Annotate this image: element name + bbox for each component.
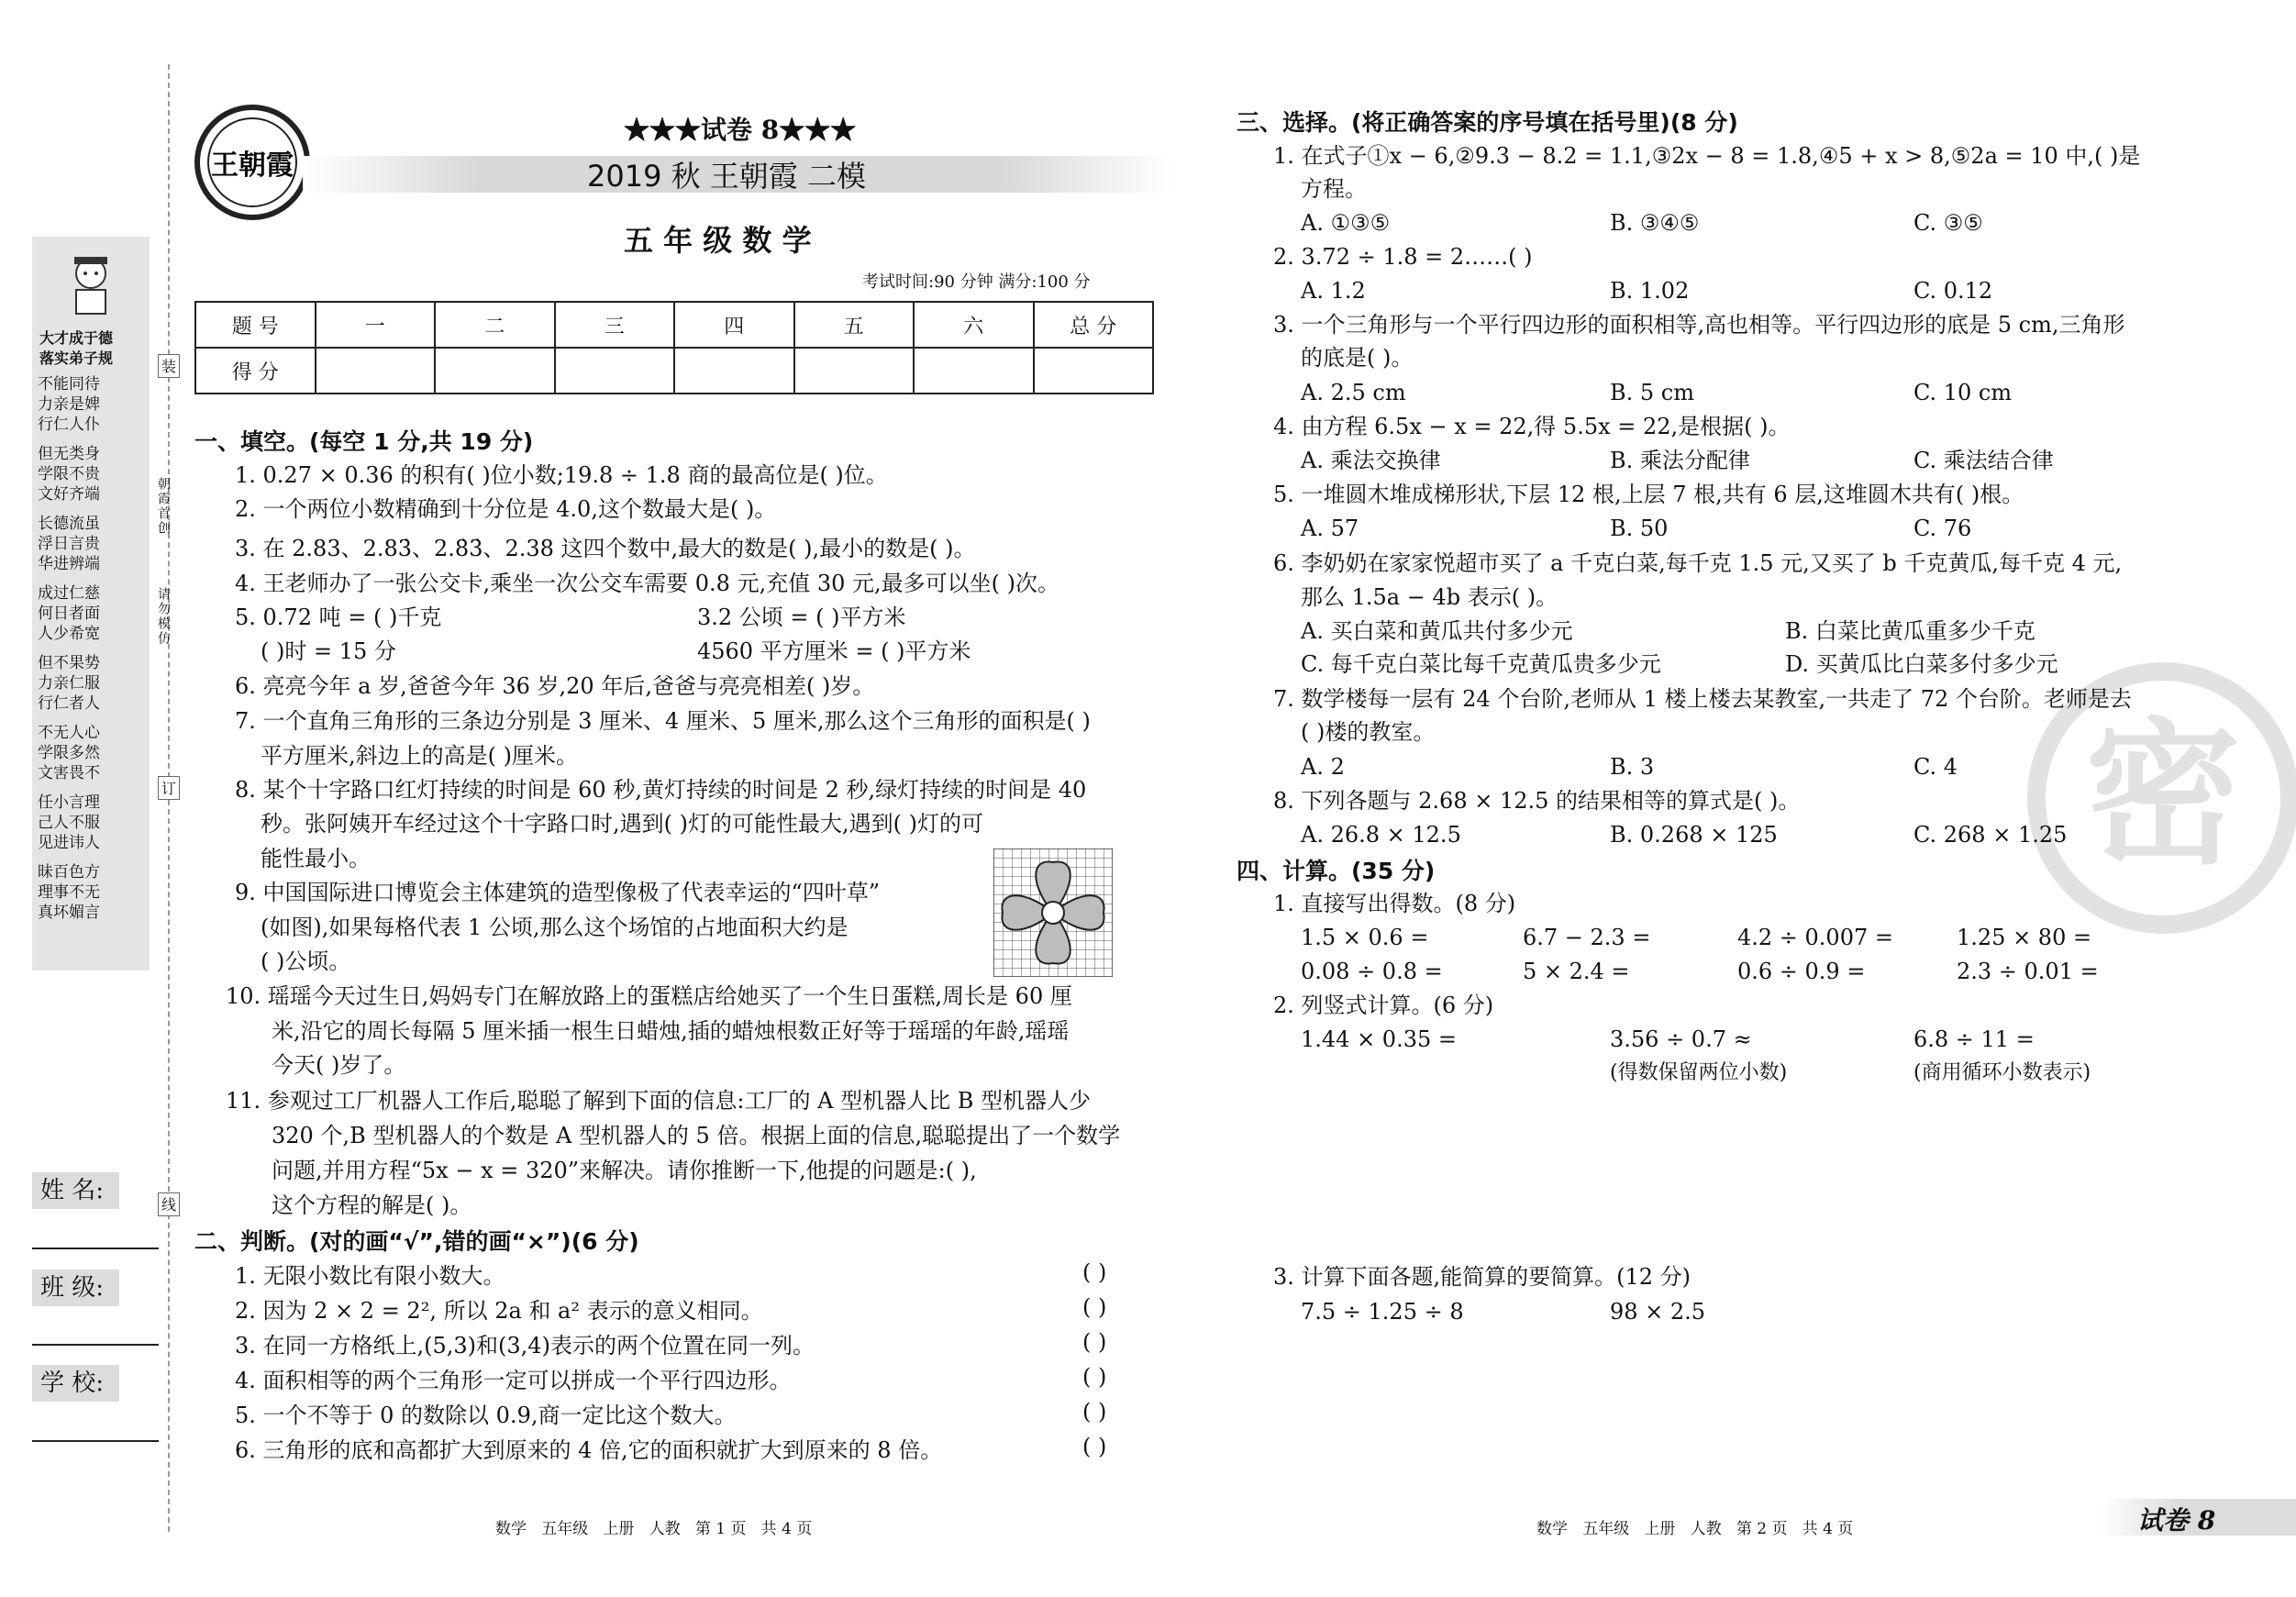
score-input[interactable] [674,348,794,394]
judge-item: 3. 在同一方格纸上,(5,3)和(3,4)表示的两个位置在同一列。 [235,1333,815,1359]
judge-answer-paren[interactable]: ( ) [1082,1259,1107,1285]
vertical-calc-item: 1.44 × 0.35 = [1301,1026,1457,1052]
four-leaf-clover-figure [993,848,1113,977]
s1-line: 2. 一个两位小数精确到十分位是 4.0,这个数最大是( )。 [235,496,777,522]
exam-title: 2019 秋 王朝霞 二模 [587,159,866,194]
judge-item: 6. 三角形的底和高都扩大到原来的 4 倍,它的面积就扩大到原来的 8 倍。 [235,1437,943,1463]
s1-line: 6. 亮亮今年 a 岁,爸爸今年 36 岁,20 年后,爸爸与亮亮相差( )岁。 [235,673,875,699]
s1-line: 4. 王老师办了一张公交卡,乘坐一次公交车需要 0.8 元,充值 30 元,最多可以坐( )次。 [235,571,1059,596]
score-cell: 六 [914,302,1034,348]
q6-option-b[interactable]: B. 白菜比黄瓜重多少千克 [1785,618,2035,644]
sidebar-verse: 但不果势 力亲仁服 行仁者人 [38,654,100,713]
q8-option-b[interactable]: B. 0.268 × 125 [1610,822,1778,848]
calc-item: 4.2 ÷ 0.007 = [1737,925,1893,950]
p2-title: 2. 列竖式计算。(6 分) [1273,993,1494,1018]
q7-option-b[interactable]: B. 3 [1610,754,1655,780]
q6-line2: 那么 1.5a − 4b 表示( )。 [1301,584,1558,610]
s1-line: 秒。张阿姨开车经过这个十字路口时,遇到( )灯的可能性最大,遇到( )灯的可 [261,811,983,837]
s1-line: 今天( )岁了。 [272,1052,406,1078]
s1-line: 10. 瑶瑶今天过生日,妈妈专门在解放路上的蛋糕店给她买了一个生日蛋糕,周长是 60 厘 [226,983,1072,1009]
name-input-line[interactable] [32,1248,159,1249]
footer-right: 数学 五年级 上册 人教 第 2 页 共 4 页 [1536,1520,1854,1538]
s1-line: 320 个,B 型机器人的个数是 A 型机器人的 5 倍。根据上面的信息,聪聪提出了一个数学 [272,1123,1121,1148]
s1-line: 9. 中国国际进口博览会主体建筑的造型像极了代表幸运的“四叶草” [235,880,881,905]
sidebar-slogan-1: 大才成于德 [39,329,114,347]
score-cell: 五 [794,302,915,348]
q5-option-a[interactable]: A. 57 [1301,516,1359,541]
q4-option-b[interactable]: B. 乘法分配律 [1610,448,1750,473]
sidebar-slogan-2: 落实弟子规 [39,349,114,367]
section1-title: 一、填空。(每空 1 分,共 19 分) [194,428,534,455]
s1-line: 3. 在 2.83、2.83̇、2.8̇3̇、2.38 这四个数中,最大的数是( ),最小的数是( )。 [235,536,976,561]
q4-option-c[interactable]: C. 乘法结合律 [1913,448,2054,473]
s1-line: 8. 某个十字路口红灯持续的时间是 60 秒,黄灯持续的时间是 2 秒,绿灯持续的时间是 40 [235,777,1087,803]
sidebar-panel [32,237,150,970]
p3-title: 3. 计算下面各题,能简算的要简算。(12 分) [1273,1264,1691,1290]
vertical-calc-item: 3.56 ÷ 0.7 ≈ [1610,1026,1752,1052]
q2-option-a[interactable]: A. 1.2 [1301,278,1366,304]
score-table-score-row [195,348,1153,394]
s1-line: 能性最小。 [261,846,371,871]
q6-option-a[interactable]: A. 买白菜和黄瓜共付多少元 [1301,618,1573,644]
q5-line: 5. 一堆圆木堆成梯形状,下层 12 根,上层 7 根,共有 6 层,这堆圆木共有( )根。 [1273,482,2024,507]
sidebar-verse: 任小言理 己人不服 见进讳人 [38,793,100,852]
score-table [194,301,1154,394]
judge-answer-paren[interactable]: ( ) [1082,1329,1107,1355]
calc-item: 1.25 × 80 = [1957,925,2092,950]
q6-option-c[interactable]: C. 每千克白菜比每千克黄瓜贵多少元 [1301,651,1661,677]
calc-item: 0.08 ÷ 0.8 = [1301,959,1443,984]
score-input[interactable] [1034,348,1154,394]
q2-line: 2. 3.72 ÷ 1.8 = 2……( ) [1273,244,1533,270]
q1-option-c[interactable]: C. ③⑤ [1913,210,1983,236]
sidebar-mascot-icon [63,253,118,317]
section2-title: 二、判断。(对的画“√”,错的画“×”)(6 分) [194,1228,639,1255]
score-cell: 三 [555,302,675,348]
q1-option-a[interactable]: A. ①③⑤ [1301,210,1391,236]
school-label: 学 校: [40,1370,105,1397]
simplify-item: 7.5 ÷ 1.25 ÷ 8 [1301,1299,1464,1325]
s1-line: 3.2 公顷 = ( )平方米 [697,604,906,630]
s1-line: 4560 平方厘米 = ( )平方米 [697,638,971,664]
calc-item: 6.7 − 2.3 = [1523,925,1651,950]
vertical-calc-note: (商用循环小数表示) [1913,1061,2091,1084]
score-row-label: 得 分 [195,348,316,394]
calc-item: 2.3 ÷ 0.01 = [1957,959,2099,984]
q1-option-b[interactable]: B. ③④⑤ [1610,210,1700,236]
score-input[interactable] [316,348,436,394]
name-label: 姓 名: [40,1177,105,1204]
score-input[interactable] [555,348,675,394]
q8-option-c[interactable]: C. 268 × 1.25 [1913,822,2068,848]
binding-mark-3: 线 [158,1192,180,1216]
q1-line1: 1. 在式子①x − 6,②9.3 − 8.2 = 1.1,③2x − 8 = 1.8,④5 + x > 8,⑤2a = 10 中,( )是 [1273,143,2141,169]
q3-option-c[interactable]: C. 10 cm [1913,380,2013,405]
q2-option-c[interactable]: C. 0.12 [1913,278,1993,304]
s1-line: 11. 参观过工厂机器人工作后,聪聪了解到下面的信息:工厂的 A 型机器人比 B 型机器人少 [226,1088,1091,1114]
logo [193,103,312,222]
paper-badge: ★★★试卷 8★★★ [624,115,857,145]
s1-line: ( )公顷。 [261,948,351,974]
score-cell: 题 号 [195,302,316,348]
q2-option-b[interactable]: B. 1.02 [1610,278,1690,304]
q5-option-c[interactable]: C. 76 [1913,516,1972,541]
footer-badge: 试卷 8 [2137,1505,2216,1536]
q7-option-a[interactable]: A. 2 [1301,754,1345,780]
q3-option-a[interactable]: A. 2.5 cm [1301,380,1406,405]
judge-answer-paren[interactable]: ( ) [1082,1364,1107,1390]
watermark-text: 密 [2084,704,2242,886]
q5-option-b[interactable]: B. 50 [1610,516,1669,541]
sidebar-verse: 不能同待 力亲是婢 行仁人仆 [38,375,100,434]
judge-item: 5. 一个不等于 0 的数除以 0.9,商一定比这个数大。 [235,1403,737,1428]
vertical-calc-note: (得数保留两位小数) [1610,1061,1788,1084]
s1-line: 7. 一个直角三角形的三条边分别是 3 厘米、4 厘米、5 厘米,那么这个三角形的面积是( ) [235,708,1091,734]
q7-option-c[interactable]: C. 4 [1913,754,1958,780]
q4-line: 4. 由方程 6.5x − x = 22,得 5.5x = 22,是根据( )。 [1273,414,1791,439]
score-input[interactable] [914,348,1034,394]
s1-line: 这个方程的解是( )。 [272,1192,472,1218]
s1-line: 米,沿它的周长每隔 5 厘米插一根生日蜡烛,插的蜡烛根数正好等于瑶瑶的年龄,瑶瑶 [272,1018,1070,1044]
s1-line: 1. 0.27 × 0.36 的积有( )位小数;19.8 ÷ 1.8 商的最高位是( )位。 [235,462,888,488]
q7-line1: 7. 数学楼每一层有 24 个台阶,老师从 1 楼上楼去某教室,一共走了 72 个台阶。老师是去 [1273,686,2132,712]
score-cell: 总 分 [1034,302,1154,348]
sidebar-verse: 成过仁慈 何日者面 人少希宽 [38,584,100,643]
s1-line: ( )时 = 15 分 [261,638,396,664]
judge-item: 2. 因为 2 × 2 = 2², 所以 2a 和 a² 表示的意义相同。 [235,1298,763,1324]
s1-line: 5. 0.72 吨 = ( )千克 [235,604,442,630]
q3-option-b[interactable]: B. 5 cm [1610,380,1694,405]
q7-line2: ( )楼的教室。 [1301,719,1436,745]
judge-answer-paren[interactable]: ( ) [1082,1399,1107,1425]
sidebar-verse: 不无人心 学限多然 文害畏不 [38,724,100,782]
margin-note-1: 朝霞首创 [156,477,171,536]
calc-item: 1.5 × 0.6 = [1301,925,1429,950]
sidebar-verse: 但无类身 学限不贵 文好齐端 [38,445,100,504]
class-label: 班 级: [40,1274,105,1302]
judge-answer-paren[interactable]: ( ) [1082,1434,1107,1459]
score-input[interactable] [794,348,915,394]
sidebar-verse: 长德流虽 浮日言贵 华进辨端 [38,515,100,573]
simplify-item: 98 × 2.5 [1610,1299,1706,1325]
class-input-line[interactable] [32,1344,159,1346]
score-cell: 四 [674,302,794,348]
logo-text: 王朝霞 [211,150,294,182]
s1-line: 问题,并用方程“5x − x = 320”来解决。请你推断一下,他提的问题是:( ), [272,1158,977,1183]
score-table-header-row [195,302,1153,348]
binding-mark-2: 订 [158,776,180,800]
p1-title: 1. 直接写出得数。(8 分) [1273,891,1516,916]
section4-title: 四、计算。(35 分) [1237,858,1436,884]
sidebar-verse: 昧百色方 理事不无 真坏媚言 [38,863,100,922]
subject-title: 五 年 级 数 学 [624,223,812,258]
calc-item: 5 × 2.4 = [1523,959,1630,984]
score-cell: 二 [435,302,555,348]
exam-info: 考试时间:90 分钟 满分:100 分 [862,272,1091,292]
judge-item: 4. 面积相等的两个三角形一定可以拼成一个平行四边形。 [235,1368,792,1393]
school-input-line[interactable] [32,1440,159,1442]
q8-line: 8. 下列各题与 2.68 × 12.5 的结果相等的算式是( )。 [1273,788,1801,814]
q4-option-a[interactable]: A. 乘法交换律 [1301,448,1441,473]
q3-line2: 的底是( )。 [1301,345,1414,371]
judge-answer-paren[interactable]: ( ) [1082,1294,1107,1320]
s1-line: (如图),如果每格代表 1 公顷,那么这个场馆的占地面积大约是 [261,915,849,940]
q1-line2: 方程。 [1301,176,1367,202]
q6-option-d[interactable]: D. 买黄瓜比白菜多付多少元 [1785,651,2058,677]
judge-item: 1. 无限小数比有限小数大。 [235,1263,505,1289]
q8-option-a[interactable]: A. 26.8 × 12.5 [1301,822,1461,848]
footer-left: 数学 五年级 上册 人教 第 1 页 共 4 页 [495,1520,813,1538]
margin-note-2: 请勿模仿 [156,587,171,646]
sidebar-verses [38,374,146,932]
s1-line: 平方厘米,斜边上的高是( )厘米。 [261,743,578,769]
q6-line1: 6. 李奶奶在家家悦超市买了 a 千克白菜,每千克 1.5 元,又买了 b 千克黄瓜,每千克 4 元, [1273,550,2123,576]
q3-line1: 3. 一个三角形与一个平行四边形的面积相等,高也相等。平行四边形的底是 5 cm,三角形 [1273,312,2125,338]
score-input[interactable] [435,348,555,394]
section3-title: 三、选择。(将正确答案的序号填在括号里)(8 分) [1237,109,1738,136]
calc-item: 0.6 ÷ 0.9 = [1737,959,1866,984]
binding-mark-1: 装 [158,354,180,378]
vertical-calc-item: 6.8 ÷ 11 = [1913,1026,2035,1052]
score-cell: 一 [316,302,436,348]
